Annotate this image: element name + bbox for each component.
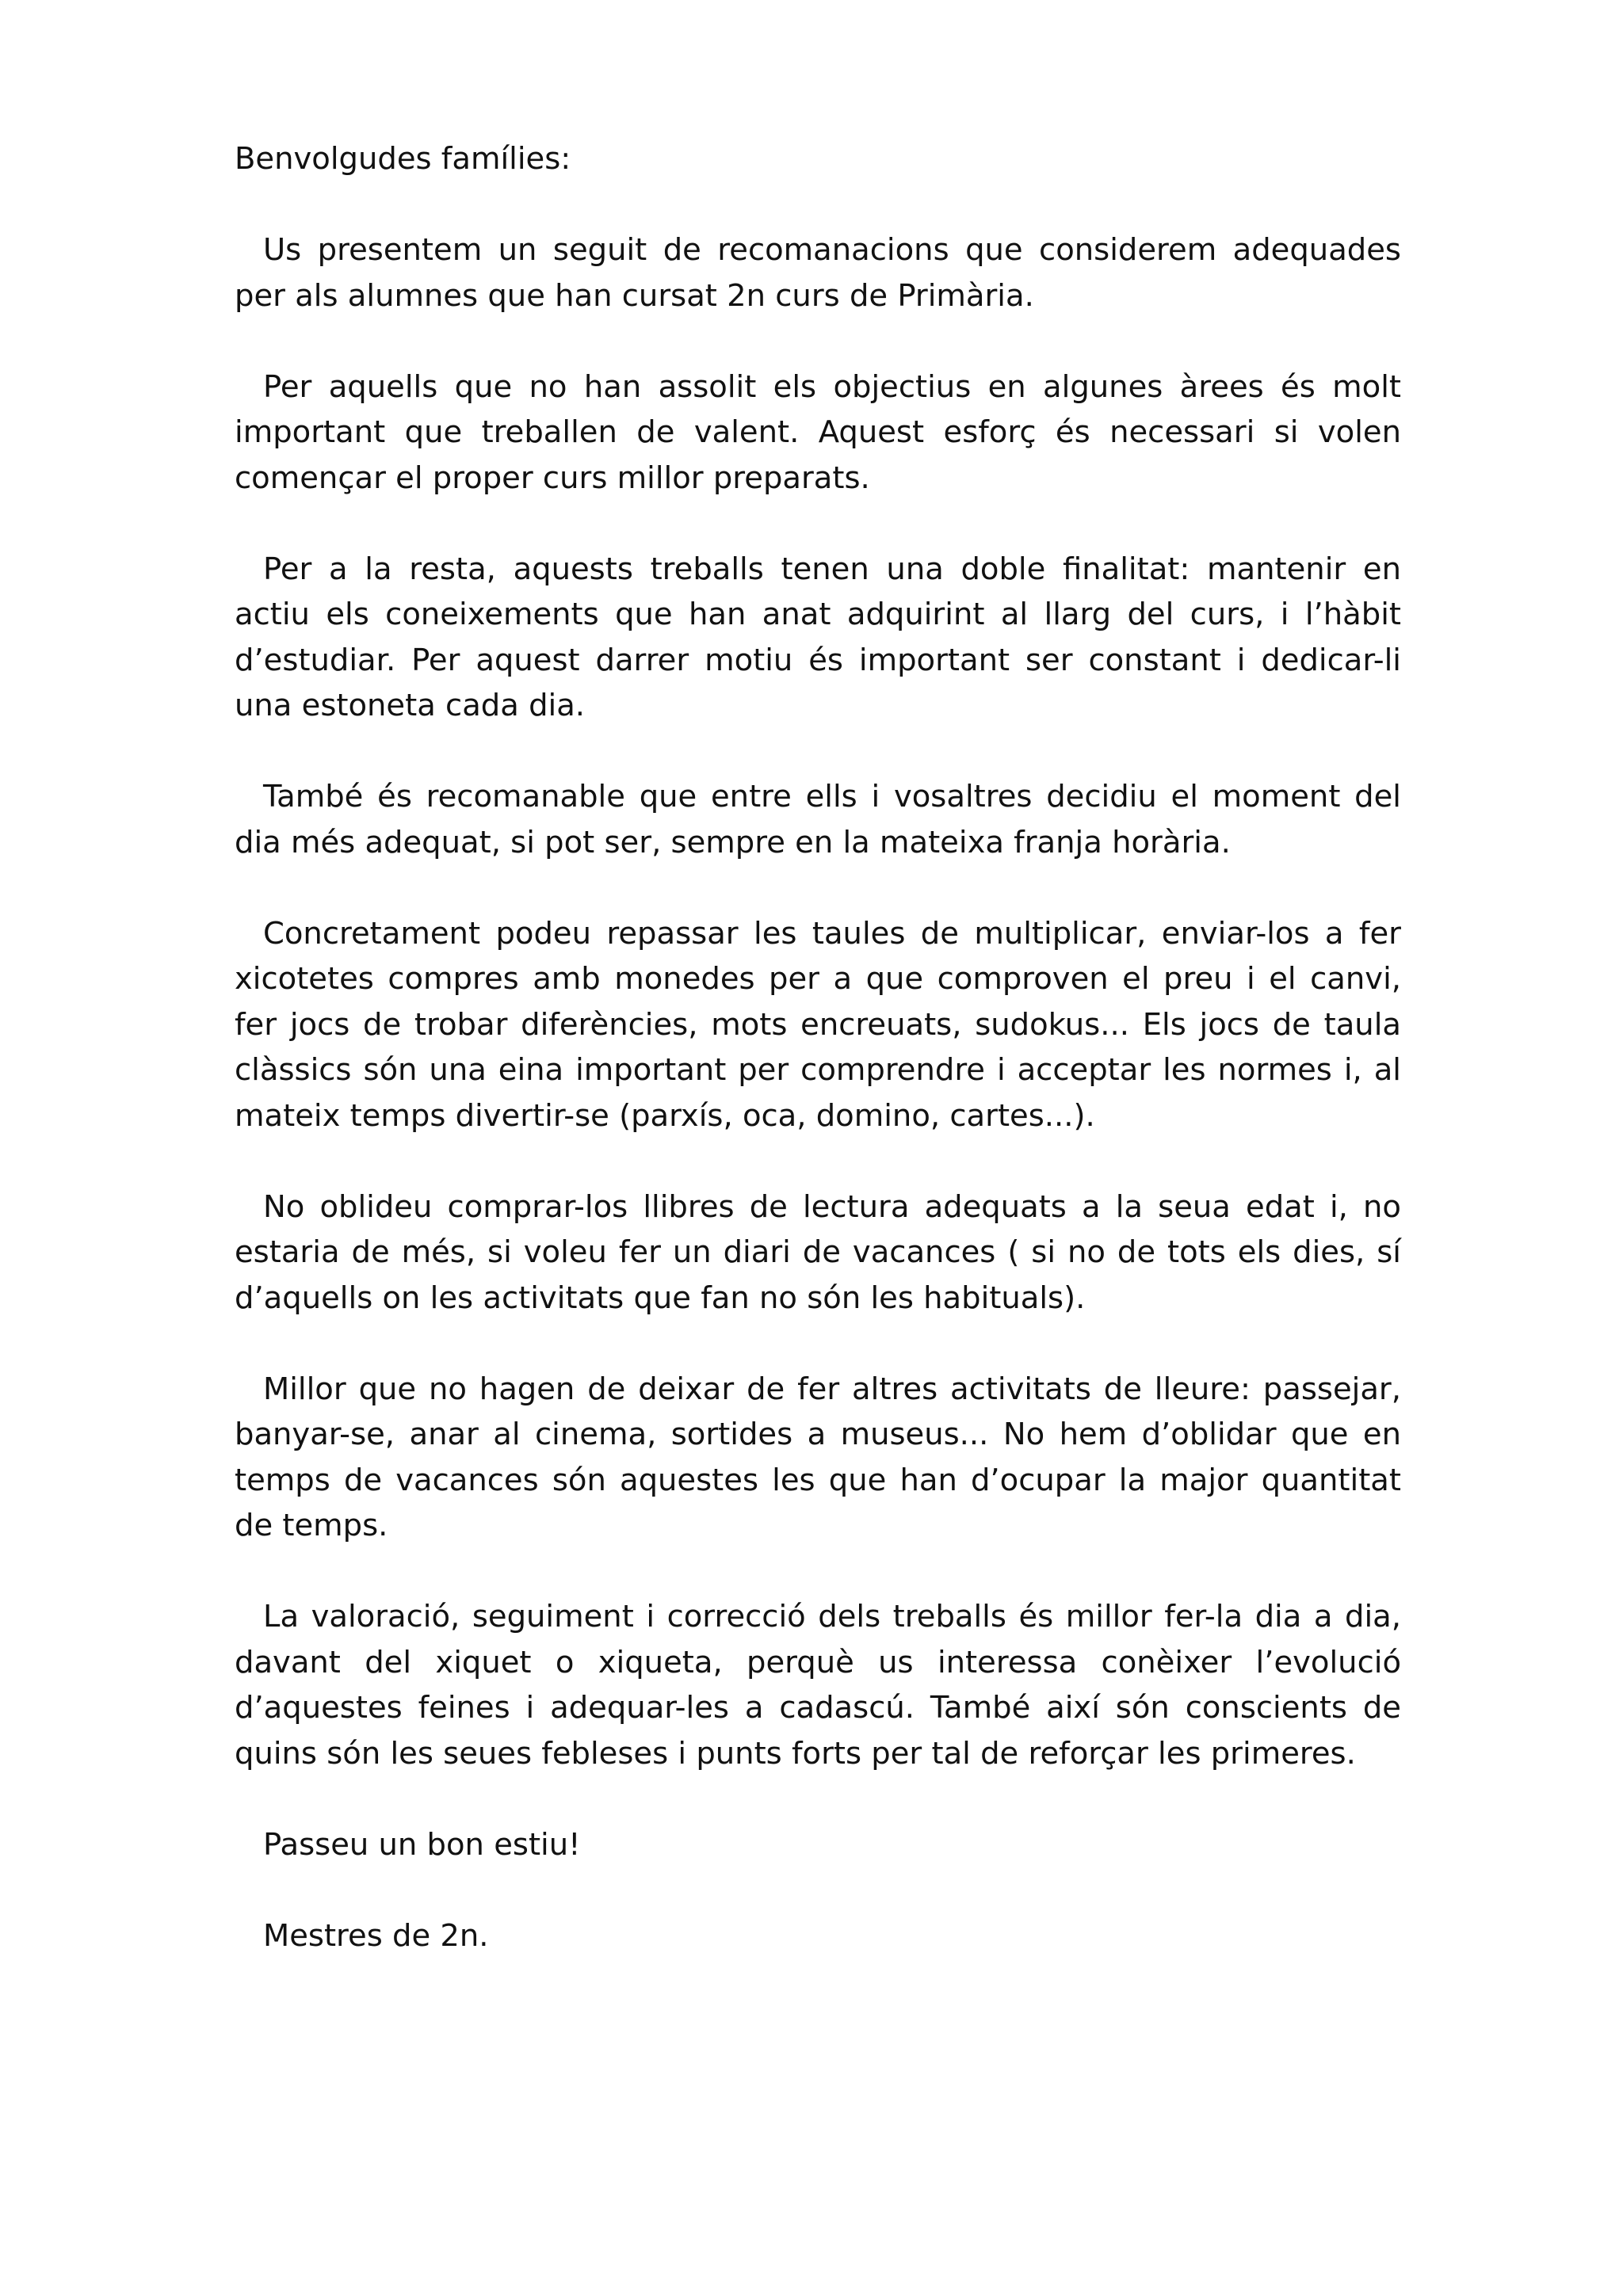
paragraph-schedule: També és recomanable que entre ells i vosaltres decidiu el moment del dia més adequat, si pot ser, sempre en la mateixa franja horària. [235,779,1401,860]
paragraph-objectives: Per aquells que no han assolit els objectius en algunes àrees és molt important que treballen de valent. Aquest esforç és necessari si volen començar el proper curs millor preparats. [235,368,1401,496]
paragraph-reading: No oblideu comprar-los llibres de lectura adequats a la seua edat i, no estaria de més, si voleu fer un diari de vacances ( si no de tots els dies, sí d’aquells on les activitats que fan no són les habituals). [235,1188,1401,1316]
paragraph-activities: Concretament podeu repassar les taules de multiplicar, enviar-los a fer xicotetes compres amb monedes per a que comproven el preu i el canvi, fer jocs de trobar diferències, mots encreuats, sudokus... Els jocs de taula clàssics són una eina important per comprendre i acceptar les normes i, al mateix temps divertir-se (parxís, oca, domino, cartes...). [235,915,1401,1134]
paragraph-leisure: Millor que no hagen de deixar de fer altres activitats de lleure: passejar, banyar-se, anar al cinema, sortides a museus... No hem d’oblidar que en temps de vacances són aquestes les que han d’ocupar la major quantitat de temps. [235,1371,1401,1543]
salutation: Benvolgudes famílies: [235,141,571,177]
signature: Mestres de 2n. [263,1917,489,1954]
paragraph-evaluation: La valoració, seguiment i correcció dels treballs és millor fer-la dia a dia, davant del xiquet o xiqueta, perquè us interessa conèixer l’evolució d’aquestes feines i adequar-les a cadascú. També així són conscients de quins són les seues febleses i punts forts per tal de reforçar les primeres. [235,1599,1401,1772]
letter-body [235,136,1401,2004]
farewell: Passeu un bon estiu! [263,1826,581,1863]
paragraph-purpose: Per a la resta, aquests treballs tenen una doble finalitat: mantenir en actiu els coneixements que han anat adquirint al llarg del curs, i l’hàbit d’estudiar. Per aquest darrer motiu és important ser constant i dedicar-li una estoneta cada dia. [235,551,1401,723]
paragraph-intro: Us presentem un seguit de recomanacions que considerem adequades per als alumnes que han cursat 2n curs de Primària. [235,232,1401,314]
